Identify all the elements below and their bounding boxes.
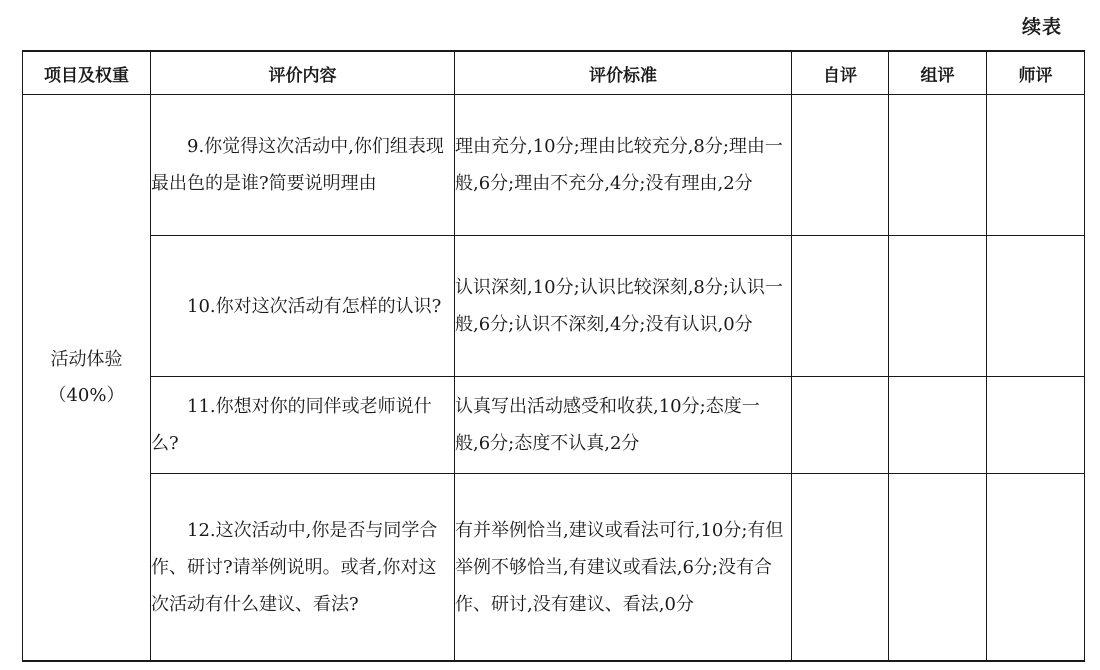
content-cell xyxy=(151,95,455,236)
header-group: 组评 xyxy=(889,51,987,95)
header-teacher: 师评 xyxy=(987,51,1085,95)
self-score-cell[interactable] xyxy=(792,474,889,662)
self-score-cell[interactable] xyxy=(792,377,889,474)
teacher-score-cell[interactable] xyxy=(987,236,1085,377)
self-score-cell[interactable] xyxy=(792,95,889,236)
header-content: 评价内容 xyxy=(151,51,455,95)
standard-cell: 认识深刻,10分;认识比较深刻,8分;认识一般,6分;认识不深刻,4分;没有认识,0分 xyxy=(455,236,792,377)
evaluation-table xyxy=(22,50,1085,662)
teacher-score-cell[interactable] xyxy=(987,474,1085,662)
table-row xyxy=(23,95,1085,236)
category-weight: （40%） xyxy=(48,384,125,406)
header-self: 自评 xyxy=(792,51,889,95)
content-cell xyxy=(151,236,455,377)
standard-cell: 认真写出活动感受和收获,10分;态度一般,6分;态度不认真,2分 xyxy=(455,377,792,474)
group-score-cell[interactable] xyxy=(889,474,987,662)
table-row xyxy=(23,377,1085,474)
self-score-cell[interactable] xyxy=(792,236,889,377)
continued-table-label: 续表 xyxy=(1021,16,1062,38)
group-score-cell[interactable] xyxy=(889,236,987,377)
header-category: 项目及权重 xyxy=(23,51,151,95)
content-text: 11.你想对你的同伴或老师说什么? xyxy=(151,396,432,454)
group-score-cell[interactable] xyxy=(889,95,987,236)
category-name: 活动体验 xyxy=(50,348,123,370)
content-cell xyxy=(151,474,455,662)
category-cell xyxy=(23,95,151,662)
teacher-score-cell[interactable] xyxy=(987,95,1085,236)
content-cell xyxy=(151,377,455,474)
content-text: 9.你觉得这次活动中,你们组表现最出色的是谁?简要说明理由 xyxy=(151,136,444,194)
table-row xyxy=(23,474,1085,662)
teacher-score-cell[interactable] xyxy=(987,377,1085,474)
header-standard: 评价标准 xyxy=(455,51,792,95)
header-row xyxy=(23,51,1085,95)
standard-cell: 理由充分,10分;理由比较充分,8分;理由一般,6分;理由不充分,4分;没有理由,2分 xyxy=(455,95,792,236)
content-text: 10.你对这次活动有怎样的认识? xyxy=(187,295,442,317)
table-row xyxy=(23,236,1085,377)
group-score-cell[interactable] xyxy=(889,377,987,474)
standard-cell: 有并举例恰当,建议或看法可行,10分;有但举例不够恰当,有建议或看法,6分;没有合作、研讨,没有建议、看法,0分 xyxy=(455,474,792,662)
content-text: 12.这次活动中,你是否与同学合作、研讨?请举例说明。或者,你对这次活动有什么建议、看法? xyxy=(151,519,438,615)
